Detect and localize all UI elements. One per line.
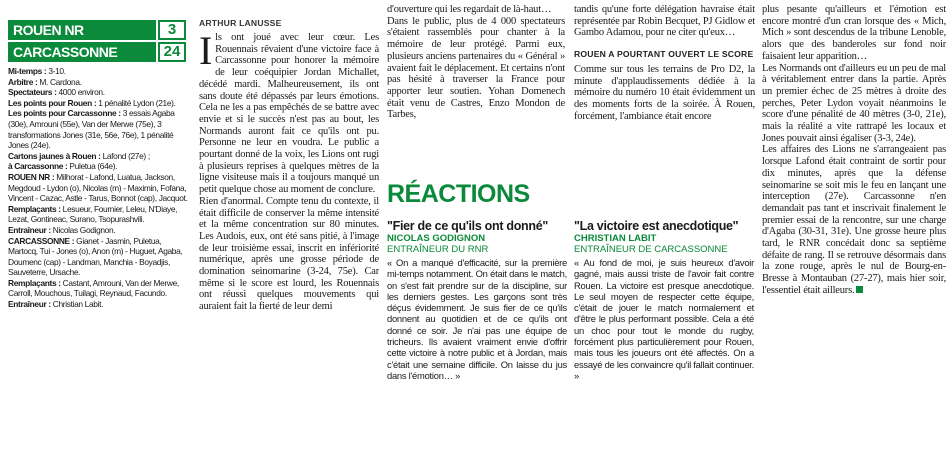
match-info-line xyxy=(8,236,188,278)
match-info-label: Les points pour Carcassonne : xyxy=(8,108,121,119)
match-info-value: 4000 environ. xyxy=(56,87,105,98)
article-column-2 xyxy=(387,0,565,121)
article-paragraph: Les affaires des Lions ne s'arrangeaient pas lorsque Lafond était contraint de sortir pour dix minutes, après que la défense seinomarine se soit mis le feu en lançant une interception (27e). Carcassonne n'en demandait pas tant et inscrivait finalement le premier essai de la rencontre, sur une charge d'Agaba (30-31, 31e). Une grosse heure plus tard, le RNR concédait donc sa septième défaite de rang. Il se retrouve désormais dans la zone rouge, après le nul de Bourg-en-Bresse à Montauban (27-27), mais hier soir, l'essentiel était ailleurs. xyxy=(762,144,946,296)
match-info-line xyxy=(8,299,188,310)
match-info-label: Spectateurs : xyxy=(8,87,57,98)
article-column-4 xyxy=(762,0,946,297)
article-column-3 xyxy=(574,0,755,122)
match-info-value: M. Cardona. xyxy=(37,76,82,87)
match-info-value: Gianet - Jasmin, Puletua, Martocq, Tui - Jones (o), Anon (m) - Huguet, Agaba, Doumenc (cap) - Landman, Manchia - Boyadjis, Sauveterre, Ursache. xyxy=(8,235,183,278)
quote-author: CHRISTIAN LABIT xyxy=(574,233,657,244)
article-lead: Ils ont joué avec leur cœur. Les Rouennais rêvaient d'une victoire face à Carcassonne pour honorer la mémoire de leur coéquipier Jordan Michallet, décédé mardi. Malheureusement, ils ont sans doute été dépassés par leurs émotions. Cela ne les a pas empêchés de se battre avec envie et si le succès n'est pas au bout, les Normands auront fait ce qu'ils ont pu. Personne ne leur en voudra. Le public a pourtant donné de la voix, les Lions ont rugi à plusieurs reprises à quelques mètres de la ligne visiteuse mais il a toujours manqué un petit quelque chose au moment de conclure. xyxy=(199,28,379,196)
match-info-label: Entraîneur : xyxy=(8,224,51,235)
match-info-line xyxy=(8,278,188,299)
team-away-score: 24 xyxy=(158,42,186,62)
score-box xyxy=(8,20,186,64)
match-info-value: Christian Labit. xyxy=(50,299,104,310)
article-paragraph: tandis qu'une forte délégation havraise était représentée par Robin Becquet, PJ Gidlow et Gambo Adamou, pour ne citer qu'eux… xyxy=(574,4,755,39)
match-info-line xyxy=(8,108,188,150)
match-info-label: CARCASSONNE : xyxy=(8,235,75,246)
match-info-label: à Carcassonne : xyxy=(8,161,68,172)
match-info-value: Lafond (27e) ; xyxy=(100,150,150,161)
match-info-line xyxy=(8,66,188,77)
article-text xyxy=(574,4,755,122)
match-info-value: Nicolas Godignon. xyxy=(50,224,116,235)
match-info-line xyxy=(8,204,188,225)
match-info-value: 3-10. xyxy=(46,66,66,76)
match-info-label: Entraîneur : xyxy=(8,299,51,310)
match-info-value: Castant, Amrouni, Van der Merwe, Carroll, Mouchous, Tuilagi, Reynaud, Facundo. xyxy=(8,277,179,299)
reactions-section xyxy=(387,180,757,208)
match-info-value: Lesueur, Fournier, Leleu, N'Diaye, Lezat, Gontineac, Surano, Tsopurashvili. xyxy=(8,203,178,225)
match-info-value: Milhorat - Lafond, Luatua, Jackson, Megdoud - Lydon (o), Nicolas (m) - Maximin, Fofana, Vincent - Cazac, Astle - Tarus, Bonnot (cap), Jacquot. xyxy=(8,171,188,204)
match-info-label: Remplaçants : xyxy=(8,277,61,288)
match-info-line xyxy=(8,77,188,88)
team-away-name: CARCASSONNE xyxy=(8,42,156,62)
team-home-name: ROUEN NR xyxy=(8,20,156,40)
article-paragraph: Comme sur tous les terrains de Pro D2, la minute d'applaudissements dédiée à la mémoire du numéro 10 était évidemment un des moments forts de la soirée. À Rouen, forcément, l'ambiance était encore xyxy=(574,63,755,122)
match-info-label: ROUEN NR : xyxy=(8,171,55,182)
drop-cap: I xyxy=(199,28,213,73)
quote-text: « Au fond de moi, je suis heureux d'avoir gagné, mais aussi triste de l'avoir fait contre Rouen. La victoire est presque anecdotique. Le seul moyen de respecter cette équipe, c'était de jouer le match normalement et d'être le plus performant possible. Cela a été un choc pour tout le monde du rugby, forcément plus particulièrement pour Rouen, mais tous les joueurs ont été affectés. On a essayé de les convaincre qu'il fallait continuer. » xyxy=(574,257,754,381)
quote-author: NICOLAS GODIGNON xyxy=(387,233,486,244)
score-row-away xyxy=(8,42,186,62)
article-paragraph: Dans le public, plus de 4 000 spectateurs s'étaient rassemblés pour chanter à la mémoire de leur protégé. Parmi eux, plusieurs anciens partenaires du « Général » avaient fait le déplacement. Et certains n'ont pas hésité à traverser la France pour apporter leur soutien. Yohan Domenech était venu de Castres, Enzo Mondon de Tarbes, xyxy=(387,15,565,121)
article-text xyxy=(199,28,379,313)
quote-labit xyxy=(574,220,754,381)
quote-godignon xyxy=(387,220,567,381)
match-info-value: 1 pénalité Lydon (21e). xyxy=(96,97,176,108)
match-info-line xyxy=(8,98,188,109)
match-info-line xyxy=(8,87,188,98)
match-info-value: 3 essais Agaba (30e), Amrouni (55e), Van der Merwe (75e), 3 transformations Jones (31e, 56e, 76e), 1 pénalité Jones (24e). xyxy=(8,108,175,151)
article-paragraph: plus pesante qu'ailleurs et l'émotion est encore montré d'un cran lorsque des « Mich, Mich » sont descendus de la tribune Lenoble, alors que des banderoles sur fond noir faisaient leur apparition… xyxy=(762,4,946,62)
match-info-label: Mi-temps : xyxy=(8,66,47,76)
article-paragraph: Rien d'anormal. Compte tenu du contexte, il était difficile de conserver la même intensité et la même concentration sur 80 minutes. Les Audois, eux, ont été sans pitié, à l'image de leur troisième essai, inscrit en infériorité numérique, après une grosse période de domination seinomarine (3-24, 75e). Car même si le score est lourd, les Rouennais ont réussi quelques mouvements qui auraient fait la fierté de leur demi xyxy=(199,195,379,313)
quote-text: « On a manqué d'efficacité, sur la première mi-temps notamment. On était dans le match, on s'est fait prendre sur de la discipline, sur les derniers gestes. Les garçons sont très déçus évidemment. Je suis fier de ce qu'ils donnent au quotidien et de ce qu'ils ont donné ce soir. Je n'ai pas une équipe de tricheurs. Ils avaient vraiment envie d'offrir cette victoire à notre public et à Jordan, mais c'était une semaine difficile. On laisse du jus dans l'émotion… » xyxy=(387,257,567,381)
quote-author-role: ENTRAÎNEUR DU RNR xyxy=(387,244,489,255)
match-info-line xyxy=(8,172,188,204)
reactions-title: RÉACTIONS xyxy=(387,180,530,208)
article-paragraph: Les Normands ont d'ailleurs eu un peu de mal à véritablement entrer dans la partie. Après un premier échec de 25 mètres à droite des perches, Peter Lydon voyait néanmoins le score d'une pénalité de 40 mètres (3-0, 21e), mais la réalité a vite rattrapé les locaux et Jones pouvait ainsi égaliser (3-3, 24e). xyxy=(762,62,946,144)
article-text xyxy=(762,4,946,297)
quote-title: "La victoire est anecdotique" xyxy=(574,219,739,233)
match-info-label: Arbitre : xyxy=(8,76,38,87)
match-info-line xyxy=(8,225,188,236)
score-row-home xyxy=(8,20,186,40)
match-info-label: Les points pour Rouen : xyxy=(8,97,97,108)
match-info-line xyxy=(8,151,188,162)
end-mark-icon xyxy=(856,286,863,293)
team-home-score: 3 xyxy=(158,20,186,40)
match-info xyxy=(8,66,188,310)
match-info-label: Cartons jaunes à Rouen : xyxy=(8,150,101,161)
quote-title: "Fier de ce qu'ils ont donné" xyxy=(387,219,549,233)
article-column-1 xyxy=(199,0,379,313)
section-subhead: ROUEN A POURTANT OUVERT LE SCORE xyxy=(574,49,754,60)
match-info-label: Remplaçants : xyxy=(8,203,61,214)
quote-author-role: ENTRAÎNEUR DE CARCASSONNE xyxy=(574,244,728,255)
match-info-line xyxy=(8,161,188,172)
article-paragraph: d'ouverture qui les regardait de là-haut… xyxy=(387,4,552,15)
match-info-value: Puletua (64e). xyxy=(67,161,118,172)
byline: ARTHUR LANUSSE xyxy=(199,18,282,28)
article-text xyxy=(387,4,565,121)
